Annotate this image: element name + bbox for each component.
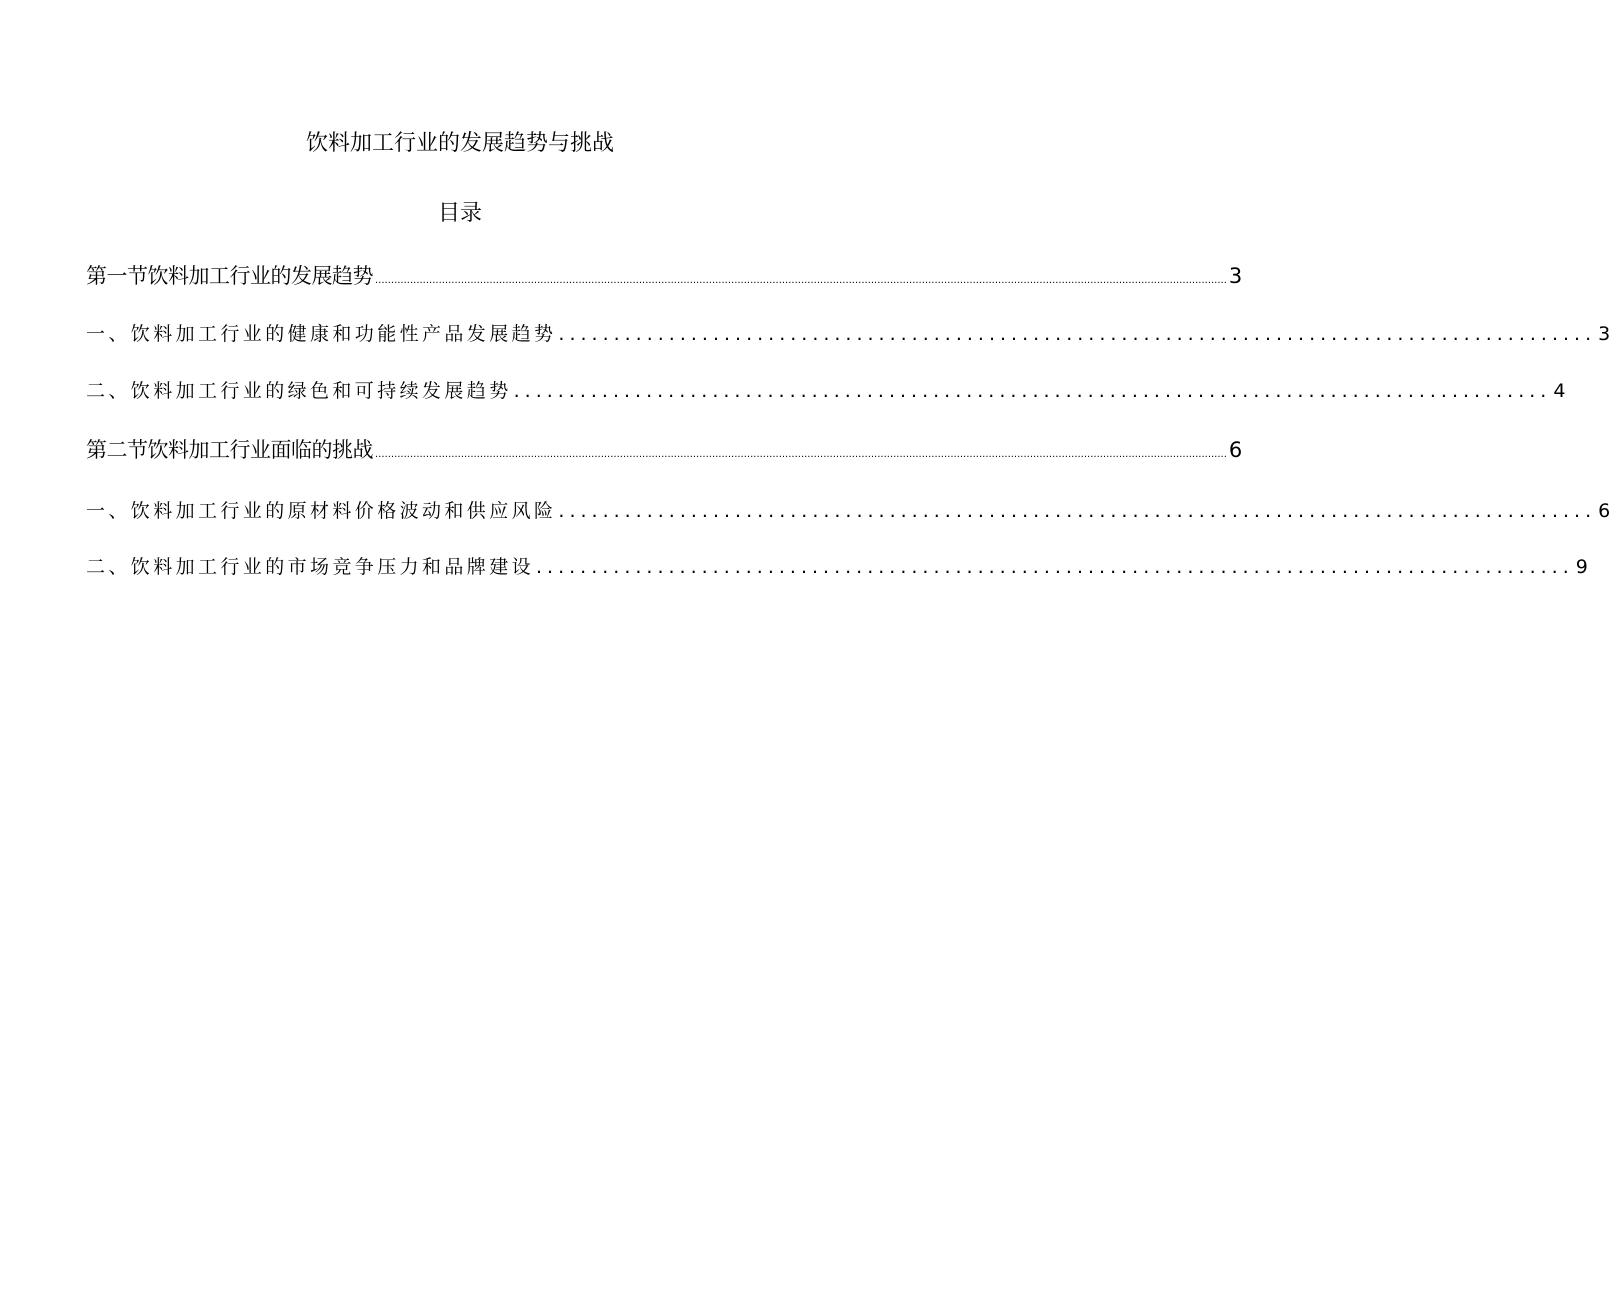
- toc-entry-text: 一、饮料加工行业的健康和功能性产品发展趋势: [86, 323, 557, 345]
- toc-dot-leader: ..............................................................................................: [558, 323, 1597, 345]
- toc-entry-section-2[interactable]: [86, 435, 1242, 470]
- toc-entry-text: 第二节饮料加工行业面临的挑战: [86, 438, 373, 462]
- toc-dot-leader: ..............................................................................................: [558, 500, 1597, 522]
- toc-dot-leader: ............................................................................................................................................................................................................................................................................: [375, 275, 1227, 286]
- toc-entry-text: 二、饮料加工行业的绿色和可持续发展趋势: [86, 380, 512, 402]
- toc-entry-text: 一、饮料加工行业的原材料价格波动和供应风险: [86, 500, 557, 522]
- toc-heading: 目录: [437, 201, 482, 226]
- toc-entry-section-2-item-2[interactable]: [86, 552, 1588, 582]
- toc-page-number: 9: [1575, 556, 1588, 578]
- toc-entry-text: 二、饮料加工行业的市场竞争压力和品牌建设: [86, 556, 535, 578]
- toc-entry-section-1-item-1[interactable]: [86, 319, 1610, 349]
- toc-dot-leader: ............................................................................................................................................................................................................................................................................: [375, 449, 1227, 460]
- toc-entry-section-1[interactable]: [86, 261, 1242, 296]
- toc-entry-section-2-item-1[interactable]: [86, 496, 1610, 526]
- toc-page-number: 3: [1228, 264, 1242, 288]
- toc-page-number: 6: [1228, 438, 1242, 462]
- toc-page-number: 6: [1598, 500, 1610, 522]
- toc-entry-text: 第一节饮料加工行业的发展趋势: [86, 264, 373, 288]
- toc-page-number: 4: [1553, 380, 1566, 402]
- toc-dot-leader: ..............................................................................................: [536, 556, 1574, 578]
- document-title: 饮料加工行业的发展趋势与挑战: [305, 131, 614, 156]
- toc-page-number: 3: [1598, 323, 1610, 345]
- toc-dot-leader: ..............................................................................................: [513, 380, 1552, 402]
- toc-entry-section-1-item-2[interactable]: [86, 376, 1566, 406]
